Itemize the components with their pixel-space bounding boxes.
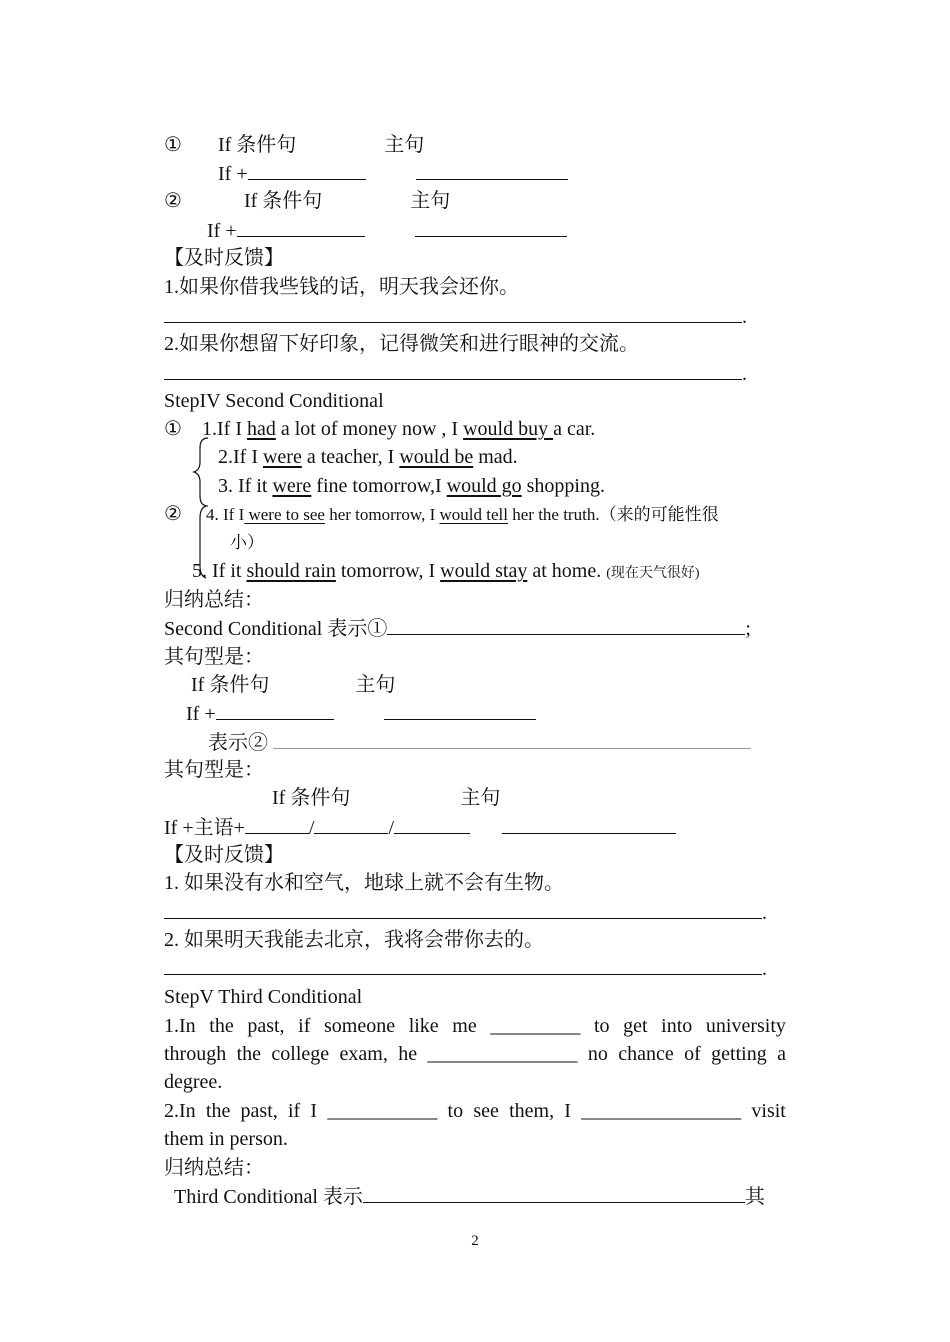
example-sentence-2: 2.If I were a teacher, I would be mad. <box>218 446 518 468</box>
answer-line[interactable] <box>164 954 762 975</box>
pattern-label: 其句型是： <box>164 759 264 781</box>
third-conditional-question-2: 2.In the past, if I ___________ to see them, I ________________ visit <box>164 1097 786 1125</box>
form2-blank-row <box>207 216 567 245</box>
step5-title: StepV Third Conditional <box>164 986 363 1008</box>
pattern-header-row: If 条件句 主句 <box>191 674 396 696</box>
answer-line[interactable] <box>164 302 742 323</box>
form2-header-row <box>164 187 450 215</box>
step4-title: StepIV Second Conditional <box>164 390 384 412</box>
period: . <box>742 306 747 328</box>
second-conditional-definition: Second Conditional 表示① ; <box>164 614 751 643</box>
main-clause-label: 主句 <box>384 134 425 156</box>
blank-line[interactable]: ___________ <box>327 1100 438 1122</box>
answer-line-row <box>164 302 747 331</box>
example-sentence-5: 5. If it should rain tomorrow, I would stay at home. (现在天气很好) <box>192 560 700 582</box>
feedback-question-2: 2. 如果明天我能去北京，我将会带你去的。 <box>164 929 544 951</box>
third-conditional-question-2-line2: them in person. <box>164 1128 288 1150</box>
feedback-question-1: 1. 如果没有水和空气，地球上就不会有生物。 <box>164 872 564 894</box>
blank-line[interactable] <box>216 699 334 720</box>
example-sentence-1: 1.If I had a lot of money now , I would buy a car. <box>202 418 596 440</box>
circle-number-2: ② <box>164 190 182 212</box>
page-number: 2 <box>471 1233 479 1249</box>
blank-line[interactable] <box>384 699 536 720</box>
feedback-heading: 【及时反馈】 <box>164 247 284 269</box>
blank-line[interactable]: _______________ <box>427 1043 578 1065</box>
if-plus-label: If + <box>207 220 237 242</box>
third-conditional-definition: Third Conditional 表示 其 <box>174 1182 765 1211</box>
blank-line[interactable] <box>416 159 568 180</box>
blank-line[interactable]: ________________ <box>581 1100 742 1122</box>
blank-line[interactable] <box>245 813 309 834</box>
example-sentence-4: 4. If I were to see her tomorrow, I would tell her the truth.（来的可能性很 <box>206 505 719 524</box>
blank-line[interactable] <box>363 1182 745 1203</box>
answer-line-row: . <box>164 954 767 983</box>
circle-number-1: ① <box>164 418 182 440</box>
pattern-label: 其句型是： <box>164 646 264 668</box>
pattern-blank-row: If +主语+ / / <box>164 813 676 842</box>
blank-line[interactable]: _________ <box>490 1015 581 1037</box>
main-clause-label: 主句 <box>410 190 451 212</box>
if-plus-label: If + <box>218 163 248 185</box>
answer-line[interactable] <box>164 898 762 919</box>
example-sentence-4-continued: 小） <box>230 533 264 552</box>
third-conditional-question-1-line3: degree. <box>164 1071 223 1093</box>
feedback-question-1: 1.如果你借我些钱的话，明天我会还你。 <box>164 276 519 298</box>
blank-line[interactable] <box>237 216 365 237</box>
third-conditional-question-1: 1.In the past, if someone like me _________ to get into university <box>164 1012 786 1040</box>
blank-line[interactable] <box>273 728 751 749</box>
answer-line-row <box>164 359 747 388</box>
circle-number-2: ② <box>164 503 182 525</box>
blank-line[interactable] <box>314 813 388 834</box>
answer-line-row: . <box>164 898 767 927</box>
if-clause-label: If 条件句 <box>243 190 323 212</box>
form1-header-row <box>164 131 424 159</box>
period: . <box>742 363 747 385</box>
feedback-heading: 【及时反馈】 <box>164 844 284 866</box>
summary-label: 归纳总结： <box>164 1157 264 1179</box>
blank-line[interactable] <box>387 614 745 635</box>
blank-line[interactable] <box>394 813 470 834</box>
blank-line[interactable] <box>248 159 366 180</box>
form1-blank-row <box>218 159 568 188</box>
summary-label: 归纳总结： <box>164 589 264 611</box>
third-conditional-question-1-line2: through the college exam, he _______________ no chance of getting a <box>164 1040 786 1068</box>
answer-line[interactable] <box>164 359 742 380</box>
blank-line[interactable] <box>502 813 676 834</box>
feedback-question-2: 2.如果你想留下好印象，记得微笑和进行眼神的交流。 <box>164 333 639 355</box>
circle-number-1: ① <box>164 134 182 156</box>
express2-row: 表示② <box>208 728 751 757</box>
blank-line[interactable] <box>415 216 567 237</box>
pattern-blank-row: If + <box>186 699 536 728</box>
example-sentence-3: 3. If it were fine tomorrow,I would go shopping. <box>218 475 605 497</box>
pattern-header-row: If 条件句 主句 <box>272 787 501 809</box>
if-clause-label: If 条件句 <box>217 134 297 156</box>
